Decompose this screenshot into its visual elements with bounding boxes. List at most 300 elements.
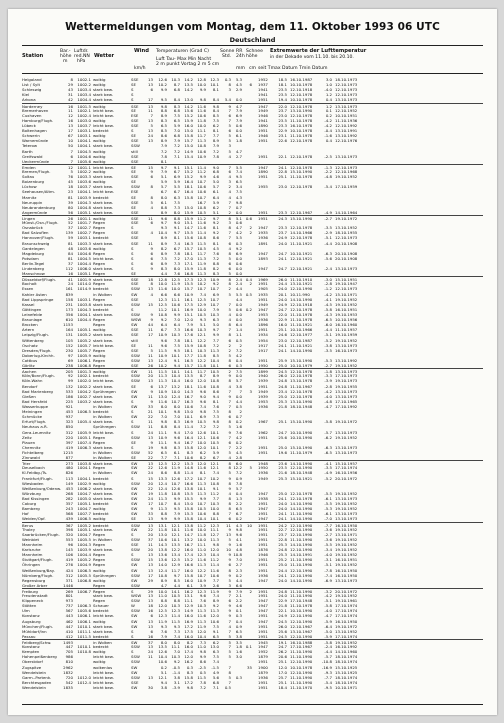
record-tmax: 24.5 [278,633,287,639]
wind-direction: SSW [131,184,140,190]
temp-ground: 10.7 [210,296,219,302]
temp-max: 16.4 [184,179,193,185]
station-name: Gardelegen [22,245,45,251]
record-tmax: 22.0 [278,103,287,109]
temp-max: 17.3 [184,277,193,283]
wind-direction: S [131,260,134,266]
wind-speed: 30 [148,685,153,691]
sunshine: 5 [228,470,231,476]
sunshine: 9 [228,608,231,614]
temp-air: 13.5 [158,644,167,650]
temp-air: 12.3 [158,296,167,302]
temp-air: 11.5 [158,369,167,375]
temp-min: 10.5 [197,419,206,425]
temp-max: 16.0 [184,633,193,639]
record-since: 1950 [258,363,268,369]
record-tmax: 23.7 [278,107,287,113]
record-tmin-date: 19.10.1973 [335,378,358,384]
temp-air: 10.1 [158,409,167,415]
wind-direction: SW [131,470,138,476]
temp-ground: 11.6 [210,567,219,573]
record-tmax: 26.2 [278,649,287,655]
barometer-height: 424 [65,567,73,573]
barometer-height: 810 [65,659,73,665]
temp-min: 12.6 [197,429,206,435]
temp-ground: 9.9 [212,332,219,338]
pressure: 1006.5 [77,567,91,573]
wind-direction: SSE [131,153,139,159]
temp-ground: 8.1 [212,225,219,231]
temp-ground: 8.3 [212,271,219,277]
record-tmax-date: 10.10.1978 [290,664,313,670]
station-name: Göttingen [22,306,42,312]
temp-max: 16.1 [184,296,193,302]
wind-direction: SSW [131,301,140,307]
temp-min: 9.0 [199,393,206,399]
wind-speed: 52 [148,449,153,455]
temp-max: 15.2 [184,112,193,118]
station-name: Köln/Bonn/Flugh. [22,373,55,379]
weather: in Wolken [93,404,112,409]
temp-min: 10.7 [197,179,206,185]
record-since: 1876 [258,547,268,553]
weather: bedeckt [93,608,109,614]
temp-air: 12.4 [158,567,167,573]
precipitation: 0.0 [235,97,242,103]
header-rule-top [22,45,483,46]
weather: stark bew. [93,526,113,532]
temp-ground: 10.1 [210,516,219,522]
temp-max: 13.0 [184,97,193,103]
wind-direction: SE [131,342,136,348]
record-tmax-date: 12.10.1990 [290,547,313,553]
record-tmin: -6.5 [324,317,332,323]
record-since: 1951 [258,434,268,440]
record-tmax: 24.1 [278,342,287,348]
station-name: Lindenberg [22,266,44,272]
record-tmax-date: 10.10.1978 [290,82,313,88]
station-name: Münst./Osn./Flugh. [22,220,59,226]
header-rr-24h: 24h [236,54,245,59]
precipitation: 4.4 [235,398,242,404]
temp-max: 14.1 [184,369,193,375]
temp-min: 10.8 [197,235,206,241]
sunshine: 7 [228,327,231,333]
temp-max: 16.9 [184,618,193,624]
temp-max: 15.9 [184,215,193,221]
precipitation: 4.3 [235,522,242,528]
temp-min: 11.3 [197,562,206,568]
temp-ground: 7.8 [212,153,219,159]
record-tmax: 24.1 [278,347,287,353]
record-tmax-date: 14.10.1990 [290,541,313,547]
barometer-height: 533 [65,388,73,394]
wind-direction: SSW [131,572,140,578]
record-tmax: 24.8 [278,547,287,553]
temp-air: 8.3 [160,266,167,272]
wind-speed: 15 [148,164,153,170]
temp-max: 18.1 [184,184,193,190]
wind-direction: SSW [131,547,140,553]
pressure: 1003.3 [77,174,91,180]
record-tmin-date: 15.10.1925 [335,669,358,675]
temp-min: 11.1 [197,128,206,134]
sunshine: 6 [228,598,231,604]
pressure: 1005.9 [77,352,91,358]
pressure: 1006.1 [77,358,91,364]
wind-speed: 13 [148,434,153,440]
wind-speed: 13 [148,623,153,629]
station-name: Marnitz [22,194,37,200]
wind-direction: SW [131,393,138,399]
sunshine: 6 [228,337,231,343]
header-wetter: Wetter [94,53,115,59]
temp-air: 11.3 [158,495,167,501]
record-tmin: -5.3 [324,358,332,364]
temp-ground: 6.4 [212,194,219,200]
weather: bedeckt [93,633,109,639]
wind-direction: SSE [131,277,139,283]
snow-depth: 2 [249,230,252,236]
station-name: Konstanz [22,613,40,619]
record-tmax: 25.6 [278,434,287,440]
record-tmin: -4.4 [324,327,332,333]
record-tmin: -6.5 [324,449,332,455]
station-name: Schwerin [22,133,40,139]
temp-ground: 8.4 [212,107,219,113]
barometer-height: 105 [65,337,73,343]
temp-ground: 6.3 [212,649,219,655]
precipitation: 4.7 [235,225,242,231]
record-tmax-date: 15.10.1990 [290,444,313,450]
record-since: 1952 [258,649,268,655]
temp-air: 11.8 [158,490,167,496]
wind-speed: 13 [148,618,153,624]
record-tmin: -5.9 [324,618,332,624]
sunshine: 7 [228,230,231,236]
barometer-height: 986 [65,654,73,660]
wind-speed: 16 [148,608,153,614]
record-tmax: 25.3 [278,541,287,547]
temp-ground: 10.4 [210,358,219,364]
record-since: 1951 [258,593,268,599]
wind-direction: S [131,87,134,93]
barometer-height: 268 [65,490,73,496]
pressure: 1004.1 [77,475,91,481]
temp-air: 6.7 [160,189,167,195]
record-tmax: 25.1 [278,659,287,665]
record-since: 1951 [258,522,268,528]
record-since: 1951 [258,128,268,134]
wind-speed: 15 [148,475,153,481]
station-name: Osnabrück [22,225,43,231]
record-tmax: 16.0 [278,322,287,328]
wind-direction: WSW [131,593,142,599]
wind-direction: SE [131,82,136,88]
temp-ground: 9.2 [212,281,219,287]
temp-min: 11.3 [197,608,206,614]
precipitation: 5.7 [235,378,242,384]
sunshine: 8 [228,82,231,88]
dew-point: 9.4 [173,363,180,369]
weather: Regen [93,271,106,277]
temp-min: 11.6 [197,225,206,231]
record-tmax-date: 12.10.1918 [290,87,313,93]
record-tmax-date: 14.10.1990 [290,296,313,302]
pressure: 1003.8 [77,301,91,307]
temp-max: 17.5 [184,301,193,307]
barometer-height: 1835 [63,685,73,691]
temp-min: 9.9 [199,654,206,660]
record-tmin-date: 13.10.1973 [335,577,358,583]
temp-ground: 10.3 [210,501,219,507]
wind-direction: SW [131,495,138,501]
barometer-height: 1832 [63,669,73,675]
wind-speed: 9 [150,388,153,394]
record-since: 1947 [258,306,268,312]
wind-direction: SW [131,465,138,471]
record-tmax: 18.5 [278,77,287,82]
record-tmax: 18.4 [278,685,287,691]
temp-min: 10.3 [197,347,206,353]
weather: leicht bew. [93,669,114,675]
record-tmin: -4.9 [324,209,332,215]
wind-direction: SSE [131,281,139,287]
weather: Regen [93,358,106,364]
dew-point: 8.4 [173,424,180,430]
dew-point: 10.1 [171,369,180,375]
temp-air: 9.6 [160,215,167,221]
precipitation: 6.5 [235,506,242,512]
temp-air: 10.7 [158,501,167,507]
dew-point: 10.1 [171,536,180,542]
temp-min: 10.7 [197,475,206,481]
temp-max: 15.2 [184,174,193,180]
temp-ground: 9.2 [212,603,219,609]
weather: wolkig [93,506,106,512]
barometer-height: 11 [68,107,73,113]
wind-speed: 13 [148,138,153,144]
wind-speed: 9 [150,312,153,318]
pressure: 1010.8 [77,649,91,655]
weather: Regen [93,465,106,471]
dew-point: 7.0 [173,414,180,420]
temp-ground: 6.9 [212,291,219,297]
barometer-height: 367 [65,522,73,528]
weather: wolkig [93,82,106,88]
station-name: Kahler Asten [22,291,47,297]
wind-direction: S [131,398,134,404]
record-tmin-date: 19.10.1952 [335,536,358,542]
station-name: Essen [22,286,34,292]
sunshine: 3 [228,582,231,588]
temp-min: 12.0 [197,444,206,450]
temp-ground: 12.0 [210,547,219,553]
record-tmin-date: 13.10.1973 [335,444,358,450]
weather: leicht bew. [93,255,114,261]
dew-point: 9.0 [173,220,180,226]
record-tmax-date: 12.10.1967 [290,209,313,215]
temp-max: 15.1 [184,312,193,318]
temp-air: 8.9 [160,138,167,144]
record-tmin: -6.2 [324,434,332,440]
pressure: 1005.1 [77,271,91,277]
barometer-height: 238 [65,363,73,369]
dew-point: 10.1 [171,352,180,358]
record-tmin: -3.5 [324,347,332,353]
wind-direction: S [131,266,134,272]
wind-speed: 22 [148,485,153,491]
weather: stark bew. [93,92,113,98]
temp-air: 5.1 [160,669,167,675]
temp-max: 17.4 [184,649,193,655]
barometer-height: 276 [65,562,73,568]
record-tmin-date: 18.10.1973 [335,77,358,82]
sunshine: 9 [228,588,231,594]
temp-min: 10.6 [197,189,206,195]
pressure: 1004.1 [77,143,91,149]
wind-direction: SSE [131,199,139,205]
record-tmin: -2.7 [324,363,332,369]
pressure: 1006.5 [77,516,91,522]
record-tmin-date: 12.10.1992 [335,122,358,128]
barometer-height: 220 [65,434,73,440]
record-tmax-date: 12.10.1978 [290,112,313,118]
temp-air: 6.4 [160,322,167,328]
station-name: Bendorf [22,383,38,389]
barometer-height: 705 [65,649,73,655]
temp-ground: 13.0 [210,644,219,650]
record-tmax: 23.5 [278,87,287,93]
wind-direction: S [131,250,134,256]
record-tmin: -6.9 [324,577,332,583]
precipitation: 0.0 [235,312,242,318]
record-tmax-date: 11.10.1967 [290,383,313,389]
precipitation: 0.0 [235,128,242,134]
temp-air: 8.2 [160,245,167,251]
record-since: 1890 [258,168,268,174]
record-tmin: -4.1 [324,296,332,302]
station-name: Greifswald [22,153,43,159]
weather: bedeckt [93,373,109,379]
wind-direction: SE [131,455,136,461]
record-tmax: 24.7 [278,644,287,650]
sunshine: 8 [228,495,231,501]
temp-air: 12.4 [158,358,167,364]
weather: stark bew. [93,485,113,491]
weather: wolkig [93,77,106,82]
temp-max: 15.0 [184,128,193,134]
wind-speed: 13 [148,378,153,384]
precipitation: 10.8 [233,552,242,558]
wind-direction: SSW [131,378,140,384]
weather: leicht bew. [93,674,114,680]
wind-direction: SE [131,516,136,522]
weather: bedeckt [93,306,109,312]
station-name: Bad Salzuflen [22,230,49,236]
record-tmax-date: 12.10.1921 [290,266,313,272]
record-tmin-date: 10.10.1956 [335,317,358,323]
record-tmin-date: 17.10.1992 [335,404,358,409]
station-name: Mannheim [22,552,43,558]
station-name: Leinefelde [22,312,43,318]
temp-air: 9.6 [160,342,167,348]
temp-max: 0.3 [186,664,193,670]
temp-max: 15.1 [184,220,193,226]
temp-min: 10.0 [197,526,206,532]
temp-max: 14.8 [184,465,193,471]
temp-air: 3.8 [160,685,167,691]
temp-air: 10.9 [158,388,167,394]
temp-max: 16.6 [184,480,193,486]
wind-speed: 17 [148,97,153,103]
precipitation: 1.8 [235,644,242,650]
record-since: 1940 [258,373,268,379]
dew-point: 9.2 [173,659,180,665]
weather: Regen [93,582,106,588]
sunshine: 7 [228,301,231,307]
header-rr-mm: mm [236,66,245,71]
temp-air: 13.0 [158,531,167,537]
wind-direction: still [131,337,138,343]
precipitation: 0.0 [235,255,242,261]
dew-point: 9.9 [173,516,180,522]
record-tmax-date: 14.10.1990 [290,577,313,583]
temp-max: 13.8 [184,485,193,491]
record-tmax-date: 12.10.1978 [290,369,313,375]
record-since: 1951 [258,449,268,455]
pressure: 1004.6 [77,153,91,159]
header-luftdruck: Luftdr. [74,49,89,54]
pressure: 1004.3 [77,541,91,547]
temp-max: 15.8 [184,133,193,139]
wind-speed: 17 [148,332,153,338]
temp-ground: 12.7 [210,531,219,537]
barometer-height: 231 [65,301,73,307]
barometer-height: 826 [65,470,73,476]
wind-direction: SSW [131,286,140,292]
temp-air: 10.8 [158,572,167,578]
wind-speed: 11 [148,352,153,358]
barometer-height: 145 [65,547,73,553]
wind-direction: SW [131,291,138,297]
record-tmin: -5.5 [324,490,332,496]
sunshine: 7 [228,164,231,170]
station-name: Berlin-Tegel [22,260,45,266]
record-tmax: 22.6 [278,138,287,144]
temp-max: 15.0 [184,143,193,149]
pressure: 1001.7 [77,220,91,226]
wind-direction: S [131,225,134,231]
weather: leicht bew. [93,679,114,685]
temp-max: 18.1 [184,383,193,389]
temp-min: 9.8 [199,97,206,103]
temp-air: 9.9 [160,516,167,522]
station-name: Klippeneck [22,598,44,604]
pressure: 1003.6 [77,245,91,251]
temp-max: 15.8 [184,516,193,522]
temp-max: 8.3 [186,669,193,675]
barometer-height: 269 [65,588,73,594]
record-since: 1879 [258,669,268,675]
weather: wolkig [93,369,106,375]
temp-ground: 10.1 [210,82,219,88]
pressure: 1004.4 [77,260,91,266]
barometer-height: 480 [65,465,73,471]
pressure: 1003.4 [77,92,91,98]
precipitation: 0.0 [235,373,242,379]
temp-max: 14.2 [184,87,193,93]
